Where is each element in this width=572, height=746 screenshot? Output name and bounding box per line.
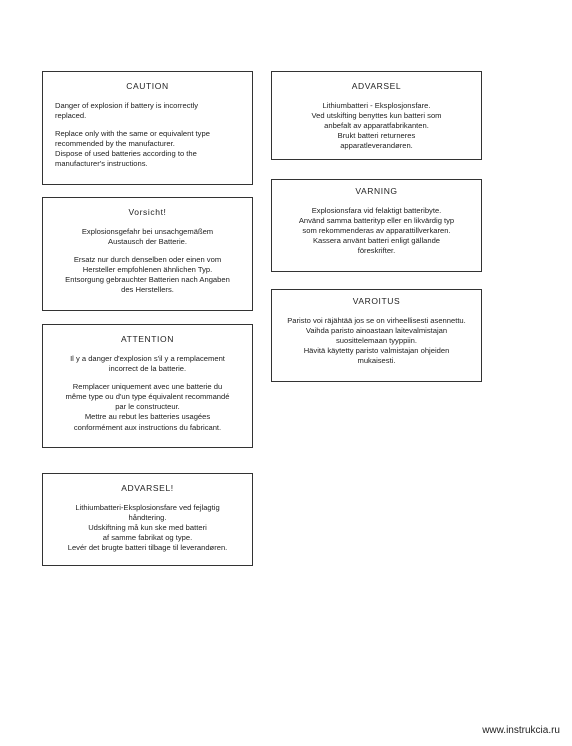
vorsicht-line: Ersatz nur durch denselben oder einen vom <box>73 255 222 265</box>
varning-line: Kassera använt batteri enligt gällande <box>312 236 441 246</box>
advarsel-norwegian-title: ADVARSEL <box>351 81 402 91</box>
attention-title: ATTENTION <box>121 334 174 344</box>
caution-line: Dispose of used batteries according to the <box>55 149 197 159</box>
vorsicht-line: Hersteller empfohlenen ähnlichen Typ. <box>82 265 213 275</box>
vorsicht-line: des Herstellers. <box>121 285 174 295</box>
vorsicht-line: Explosionsgefahr bei unsachgemäßem <box>81 227 214 236</box>
attention-line: Mettre au rebut les batteries usagées <box>84 412 211 422</box>
vorsicht-title: Vorsicht! <box>128 207 167 217</box>
caution-line: replaced. <box>55 111 87 121</box>
varning-line: Använd samma batterityp eller en likvärdig typ <box>298 216 455 226</box>
varning-line: Explosionsfara vid felaktigt batteribyte. <box>311 206 442 215</box>
advarsel-norwegian-line: Ved utskifting benyttes kun batteri som <box>311 111 442 121</box>
caution-line: Danger of explosion if battery is incorrectly <box>55 101 199 110</box>
advarsel-norwegian-line: Lithiumbatteri - Eksplosjonsfare. <box>322 101 431 110</box>
advarsel-danish-line: Levér det brugte batteri tilbage til leverandøren. <box>67 543 228 553</box>
attention-line: incorrect de la batterie. <box>108 364 187 374</box>
varning-title: VARNING <box>355 186 398 196</box>
varoitus-title: VAROITUS <box>352 296 401 306</box>
caution-line: Replace only with the same or equivalent type <box>55 129 210 139</box>
varoitus-line: Paristo voi räjähtää jos se on virheellisesti asennettu. <box>287 316 466 325</box>
advarsel-norwegian-line: anbefalt av apparatfabrikanten. <box>324 121 429 131</box>
vorsicht-box <box>42 197 253 311</box>
varoitus-box <box>271 289 482 382</box>
advarsel-norwegian-line: Brukt batteri returneres <box>337 131 416 141</box>
varoitus-line: Vaihda paristo ainoastaan laitevalmistajan <box>305 326 448 336</box>
varning-line: som rekommenderas av apparattillverkaren. <box>302 226 451 236</box>
attention-line: par le constructeur. <box>115 402 180 412</box>
varning-box <box>271 179 482 272</box>
advarsel-danish-box <box>42 473 253 566</box>
varning-line: föreskrifter. <box>357 246 396 256</box>
advarsel-danish-line: af samme fabrikat og type. <box>102 533 193 543</box>
attention-line: même type ou d'un type équivalent recommandé <box>65 392 230 402</box>
attention-line: Il y a danger d'explosion s'il y a remplacement <box>70 354 225 363</box>
vorsicht-line: Austausch der Batterie. <box>108 237 187 247</box>
varoitus-line: suosittelemaan tyyppiin. <box>335 336 418 346</box>
caution-line: manufacturer's instructions. <box>55 159 148 169</box>
caution-line: recommended by the manufacturer. <box>55 139 175 149</box>
advarsel-danish-line: Lithiumbatteri-Eksplosionsfare ved fejlagtig <box>75 503 220 512</box>
varoitus-line: mukaisesti. <box>357 356 396 366</box>
varoitus-line: Hävitä käytetty paristo valmistajan ohjeiden <box>303 346 450 356</box>
advarsel-danish-title: ADVARSEL! <box>121 483 174 493</box>
caution-box <box>42 71 253 185</box>
advarsel-danish-line: håndtering. <box>128 513 167 523</box>
caution-title: CAUTION <box>126 81 169 91</box>
attention-box <box>42 324 253 448</box>
attention-line: conformément aux instructions du fabricant. <box>73 422 222 432</box>
vorsicht-line: Entsorgung gebrauchter Batterien nach Angaben <box>65 275 230 285</box>
advarsel-norwegian-line: apparatleverandøren. <box>340 141 413 151</box>
attention-line: Remplacer uniquement avec une batterie du <box>72 382 223 392</box>
advarsel-danish-line: Udskiftning må kun ske med batteri <box>88 523 207 533</box>
advarsel-norwegian-box <box>271 71 482 160</box>
footer-url: www.instrukcia.ru <box>482 725 560 736</box>
